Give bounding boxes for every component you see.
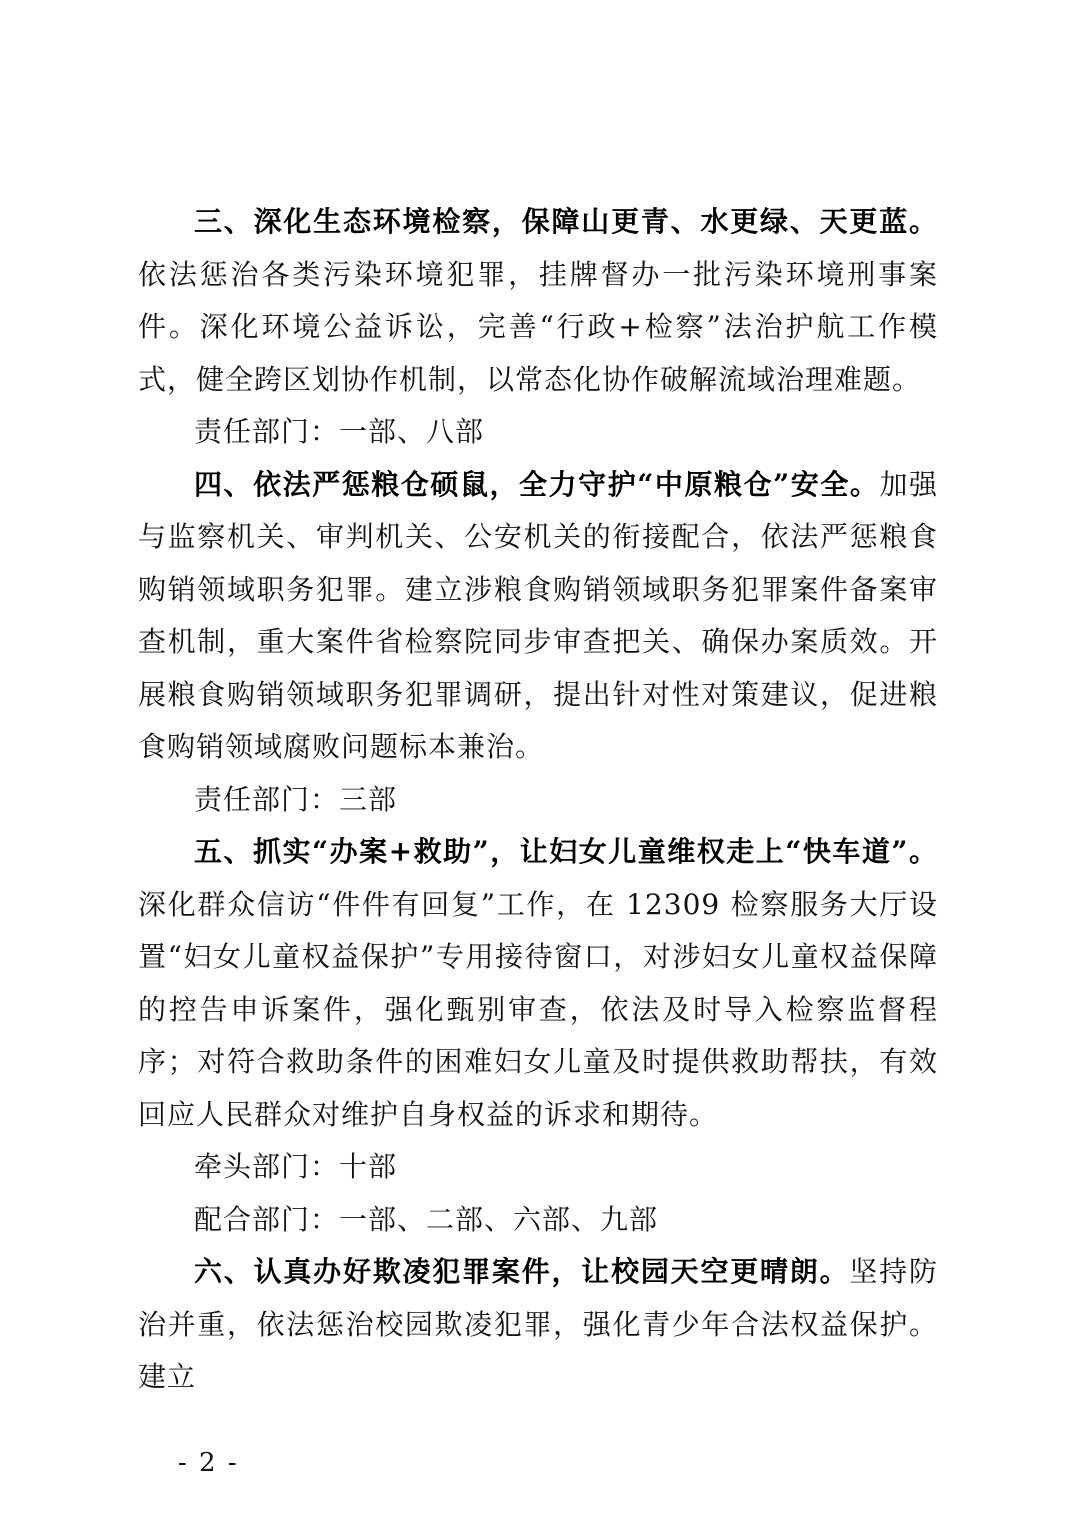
section-four-body: 加强与监察机关、审判机关、公安机关的衔接配合，依法严惩粮食购销领域职务犯罪。建立涉粮食购销领域职务犯罪案件备案审查机制，重大案件省检察院同步审查把关、确保办案质效。开展粮食购销领域职务犯罪调研，提出针对性对策建议，促进粮食购销领域腐败问题标本兼治。 — [138, 467, 938, 763]
section-six-paragraph — [138, 1246, 938, 1404]
section-three-body: 依法惩治各类污染环境犯罪，挂牌督办一批污染环境刑事案件。深化环境公益诉讼，完善“行政+检察”法治护航工作模式，健全跨区划协作机制，以常态化协作破解流域治理难题。 — [138, 257, 938, 396]
page-number: - 2 - — [178, 1448, 239, 1478]
section-five-lead-dept: 牵头部门：十部 — [194, 1150, 398, 1183]
section-six-body: 坚持防治并重，依法惩治校园欺凌犯罪，强化青少年合法权益保护。建立 — [138, 1255, 938, 1393]
section-five-body: 深化群众信访“件件有回复”工作，在 12309 检察服务大厅设置“妇女儿童权益保护”专用接待窗口，对涉妇女儿童权益保障的控告申诉案件，强化甄别审查，依法及时导入检察监督程序；对符合救助条件的困难妇女儿童及时提供救助帮扶，有效回应人民群众对维护自身权益的诉求和期待。 — [138, 887, 938, 1131]
section-four-heading: 四、依法严惩粮仓硕鼠，全力守护“中原粮仓”安全。 — [194, 467, 880, 501]
section-six-heading: 六、认真办好欺凌犯罪案件，让校园天空更晴朗。 — [194, 1255, 850, 1288]
section-four-paragraph — [138, 459, 938, 774]
section-five-cooperating-dept: 配合部门：一部、二部、六部、九部 — [194, 1202, 659, 1236]
section-three-paragraph — [138, 196, 938, 406]
section-five-heading: 五、抓实“办案+救助”，让妇女儿童维权走上“快车道”。 — [194, 835, 938, 868]
section-three-responsible-dept: 责任部门：一部、八部 — [194, 415, 485, 448]
document-body — [138, 196, 938, 1404]
section-four-responsible-dept: 责任部门：三部 — [194, 782, 398, 816]
section-five-paragraph — [138, 826, 938, 1141]
section-three-heading: 三、深化生态环境检察，保障山更青、水更绿、天更蓝。 — [194, 205, 938, 238]
